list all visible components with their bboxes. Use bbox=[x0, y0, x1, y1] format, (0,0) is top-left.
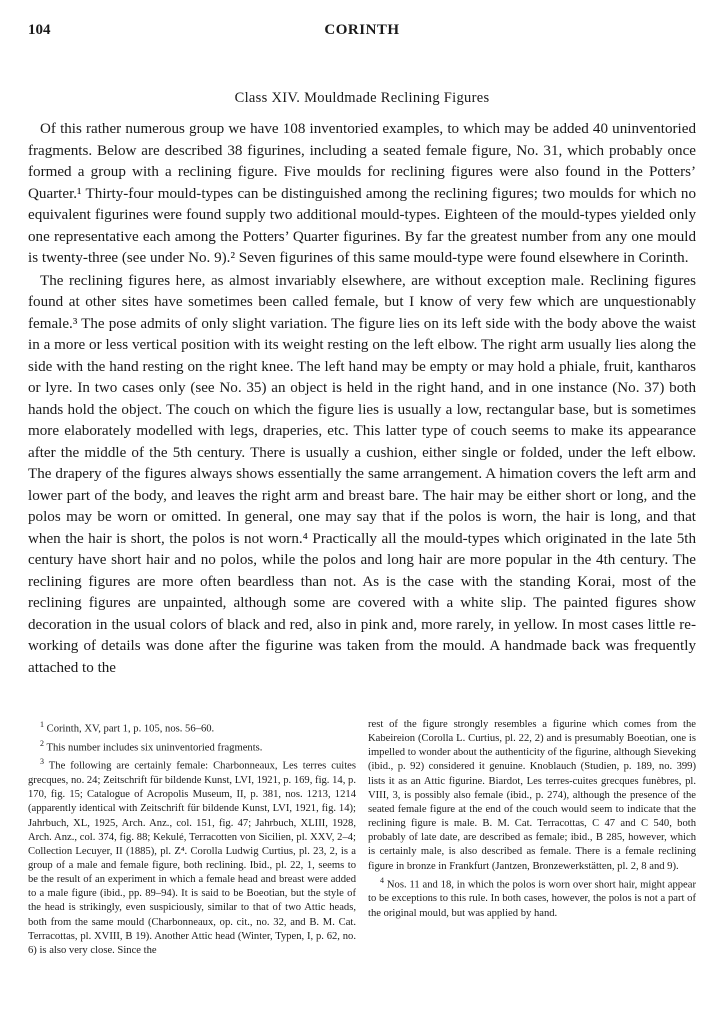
paragraph: Of this rather numerous group we have 108 inventoried examples, to which may be added 40 uninventoried fragments. Below are described 38 figurines, including a seated female figure, No. 31, which probably once formed a group with a reclining figure. Five moulds for reclining figures were also found in the Potters’ Quarter.¹ Thirty-four mould-types can be distinguished among the reclining figures; two moulds for which no equivalent figurines were found supply two additional mould-types. Eighteen of the mould-types yielded only one representative each among the Potters’ Quarter figurines. By far the greatest number from any one mould is twenty-three (see under No. 9).² Seven figurines of this same mould-type were found elsewhere in Corinth. bbox=[28, 121, 696, 266]
footnotes-left-column bbox=[28, 718, 356, 958]
page-number: 104 bbox=[28, 22, 51, 38]
footnote-3-continued: rest of the figure strongly resembles a figurine which comes from the Kabeireion (Corolla L. Curtius, pl. 22, 2) and is presumably Boeotian, one is impelled to wonder about the authenticity of the figurine, although Sieveking (ibid., p. 92) considered it genuine. Knoblauch (Studien, p. 189, no. 399) lists it as an Attic figurine. Biardot, Les terres-cuites grecques funèbres, pl. VIII, 3, is possibly also female (ibid., p. 274), although the presence of the seated female figure at the end of the couch would seem to indicate that the reclining figure is male. B. M. Cat. Terracottas, C 47 and C 540, both probably of late date, are described as female; ibid., B 285, however, which is certainly male, is also described as female. There is a female reclining figure in bronze in Frankfurt (Jantzen, Bronzewerkstätten, pl. 2, 8 and 9). bbox=[368, 719, 696, 872]
page-header bbox=[28, 22, 696, 48]
page bbox=[28, 22, 696, 679]
footnote-4: $^4$ Nos. 11 and 18, in which the polos is worn over short hair, might appear to be exceptions to this rule. In both cases, however, the polos is not a part of the original mould, but was applied by hand. bbox=[368, 875, 696, 919]
running-title: CORINTH bbox=[324, 22, 400, 38]
section-title: Class XIV. Mouldmade Reclining Figures bbox=[234, 90, 490, 106]
main-text bbox=[28, 119, 696, 679]
footnote-2: $^2$ This number includes six uninventoried fragments. bbox=[40, 738, 263, 754]
footnote-1: $^1$ Corinth, XV, part 1, p. 105, nos. 56–60. bbox=[40, 720, 215, 735]
footnotes-right-column bbox=[368, 718, 696, 958]
footnotes bbox=[28, 718, 696, 958]
paragraph: The reclining figures here, as almost invariably elsewhere, are without exception male. Reclining figures found at other sites have sometimes been called female, but I know of very few which are unquestionably female.³ The pose admits of only slight variation. The figure lies on its left side with the body above the waist in a more or less vertical position with its weight resting on the left elbow. The right arm usually lies along the side with the hand resting on the right knee. The left hand may be empty or may hold a phiale, fruit, kantharos or lyre. In two cases only (see No. 35) an object is held in the right hand, and in one instance (No. 37) both hands hold the object. The couch on which the figure lies is usually a low, rectangular base, but is sometimes more elaborately modelled with legs, draperies, etc. This latter type of couch seems to make its appearance after the middle of the 5th century. There is usually a cushion, either single or folded, under the left elbow. The drapery of the figures always shows essentially the same arrangement. A himation covers the left arm and lower part of the body, and leaves the right arm and breast bare. The hair may be either short or long, and the polos may be worn or omitted. In general, one may say that if the polos is worn, the hair is long, and that when the hair is short, the polos is not worn.⁴ Practically all the mould-types which originated in the late 5th century have short hair and no polos, while the polos and long hair are more popular in the 4th century. The reclining figures are more often beardless than not. As is the case with the standing Korai, most of the reclining figures are unpainted, although some are covered with a white slip. The painted figures show decoration in the usual colors of black and red, also in pink and, more rarely, in yellow. In most cases little re-working of details was done after the figurine was taken from the mould. A handmade back was frequently attached to the bbox=[28, 272, 696, 676]
footnote-3: $^3$ The following are certainly female: Charbonneaux, Les terres cuites grecques, no. 24; Zeitschrift für bildende Kunst, LVI, 1921, p. 169, fig. 14, p. 170, fig. 15; Catalogue of Acropolis Museum, II, p. 381, nos. 1213, 1214 (apparently identical with Zeitschrift für bildende Kunst, LVI, 1921, fig. 14); Jahrbuch, XL, 1925, Arch. Anz., col. 151, fig. 47; Jahrbuch, XLIII, 1928, Arch. Anz., col. 374, fig. 88; Kekulé, Terracotten von Sicilien, pl. XXV, 2–4; Collection Lecuyer, II (1885), pl. Z⁴. Corolla Ludwig Curtius, pl. 23, 2, is a group of a male and female figure, both reclining. Ibid., pl. 22, 1, seems to be the result of an experiment in which a female head and breast were added to a male figure (ibid., pp. 89–94). It is said to be Boeotian, but the style of the head is strikingly, even suspiciously, similar to that of two Attic heads, both from the same mould (Charbonneaux, op. cit., no. 32, and B. M. Cat. Terracottas, pl. XVIII, B 19). Another Attic head (Winter, Typen, I, p. 62, no. 6) is also very close. Since the bbox=[28, 757, 356, 956]
